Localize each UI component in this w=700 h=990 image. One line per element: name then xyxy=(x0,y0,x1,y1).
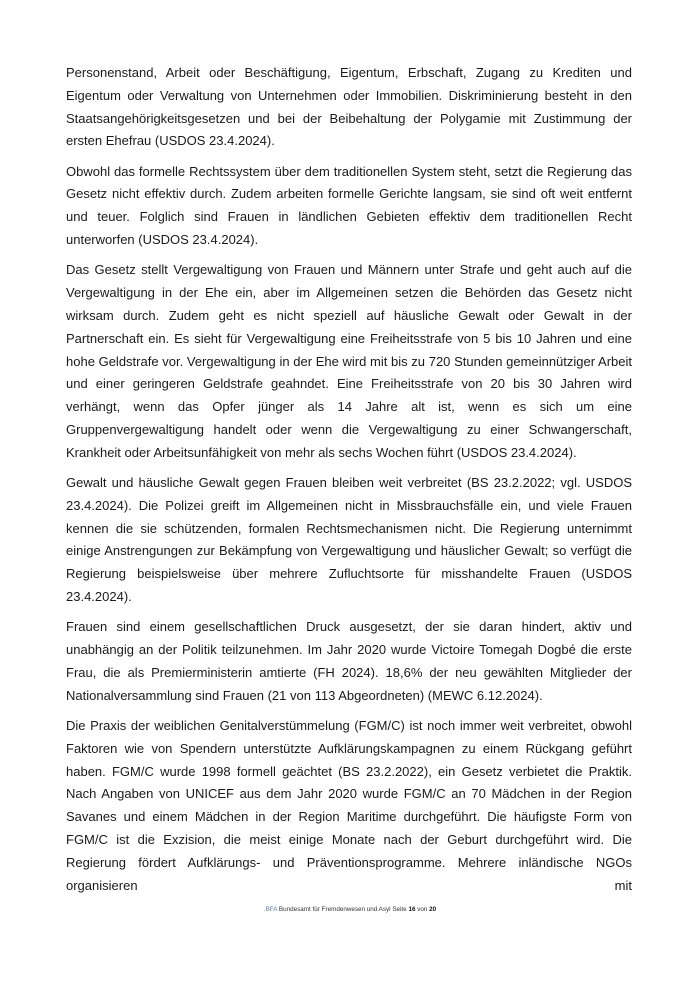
page-separator: von xyxy=(415,906,430,913)
paragraph-fgm: Die Praxis der weiblichen Genitalverstümmelung (FGM/C) ist noch immer weit verbreitet, obwohl Faktoren wie von Spendern unterstützte Aufklärungskampagnen zu einem Rückgang geführt haben. FGM/C wurde 1998 formell geächtet (BS 23.2.2022), ein Gesetz verbietet die Praktik. Nach Angaben von UNICEF aus dem Jahr 2020 wurde FGM/C an 70 Mädchen in der Region Savanes und einem Mädchen in der Region Maritime durchgeführt. Die häufigste Form von FGM/C ist die Exzision, die meist einige Monate nach der Geburt durchgeführt wird. Die Regierung fördert Aufklärungs- und Präventionsprogramme. Mehrere inländische NGOs organisieren mit xyxy=(66,718,632,893)
page-current: 16 xyxy=(408,906,416,913)
page-total: 20 xyxy=(429,906,437,913)
paragraph-political-participation: Frauen sind einem gesellschaftlichen Druck ausgesetzt, der sie daran hindert, aktiv und unabhängig an der Politik teilzunehmen. Im Jahr 2020 wurde Victoire Tomegah Dogbé die erste Frau, die als Premierministerin amtierte (FH 2024). 18,6% der neu gewählten Mitglieder der Nationalversammlung sind Frauen (21 von 113 Abgeordneten) (MEWC 6.12.2024). xyxy=(66,619,632,703)
paragraph-rape-law: Das Gesetz stellt Vergewaltigung von Frauen und Männern unter Strafe und geht auch auf die Vergewaltigung in der Ehe ein, aber im Allgemeinen setzen die Behörden das Gesetz nicht wirksam durch. Zudem geht es nicht speziell auf häusliche Gewalt oder Gewalt in der Partnerschaft ein. Es sieht für Vergewaltigung eine Freiheitsstrafe von 5 bis 10 Jahren und eine hohe Geldstrafe vor. Vergewaltigung in der Ehe wird mit bis zu 720 Stunden gemeinnütziger Arbeit und einer geringeren Geldstrafe geahndet. Eine Freiheitsstrafe von 20 bis 30 Jahren wird verhängt, wenn das Opfer jünger als 14 Jahre alt ist, wenn es sich um eine Gruppenvergewaltigung handelt oder wenn die Vergewaltigung zu einer Schwangerschaft, Krankheit oder Arbeitsunfähigkeit von mehr als sechs Wochen führt (USDOS 23.4.2024). xyxy=(66,262,632,460)
page-footer xyxy=(0,906,700,913)
paragraph-legal-system: Obwohl das formelle Rechtssystem über dem traditionellen System steht, setzt die Regierung das Gesetz nicht effektiv durch. Zudem arbeiten formelle Gerichte langsam, sie sind oft weit entfernt und teuer. Folglich sind Frauen in ländlichen Gebieten effektiv dem traditionellen Recht unterworfen (USDOS 23.4.2024). xyxy=(66,163,632,248)
footer-org: Bundesamt für Fremdenwesen und Asyl Seite xyxy=(277,906,409,913)
document-body xyxy=(66,62,632,905)
paragraph-domestic-violence: Gewalt und häusliche Gewalt gegen Frauen bleiben weit verbreitet (BS 23.2.2022; vgl. USDOS 23.4.2024). Die Polizei greift im Allgemeinen nicht in Missbrauchsfälle ein, und viele Frauen kennen die sie schützenden, formalen Rechtsmechanismen nicht. Die Regierung unternimmt einige Anstrengungen zur Bekämpfung von Vergewaltigung und häuslicher Gewalt; so verfügt die Regierung beispielsweise über mehrere Zufluchtsorte für misshandelte Frauen (USDOS 23.4.2024). xyxy=(66,475,632,605)
paragraph-discrimination: Personenstand, Arbeit oder Beschäftigung, Eigentum, Erbschaft, Zugang zu Krediten und Eigentum oder Verwaltung von Unternehmen oder Immobilien. Diskriminierung besteht in den Staatsangehörigkeitsgesetzen und bei der Beibehaltung der Polygamie mit Zustimmung der ersten Ehefrau (USDOS 23.4.2024). xyxy=(66,65,632,149)
bfa-logo-text: .BFA xyxy=(263,906,278,913)
